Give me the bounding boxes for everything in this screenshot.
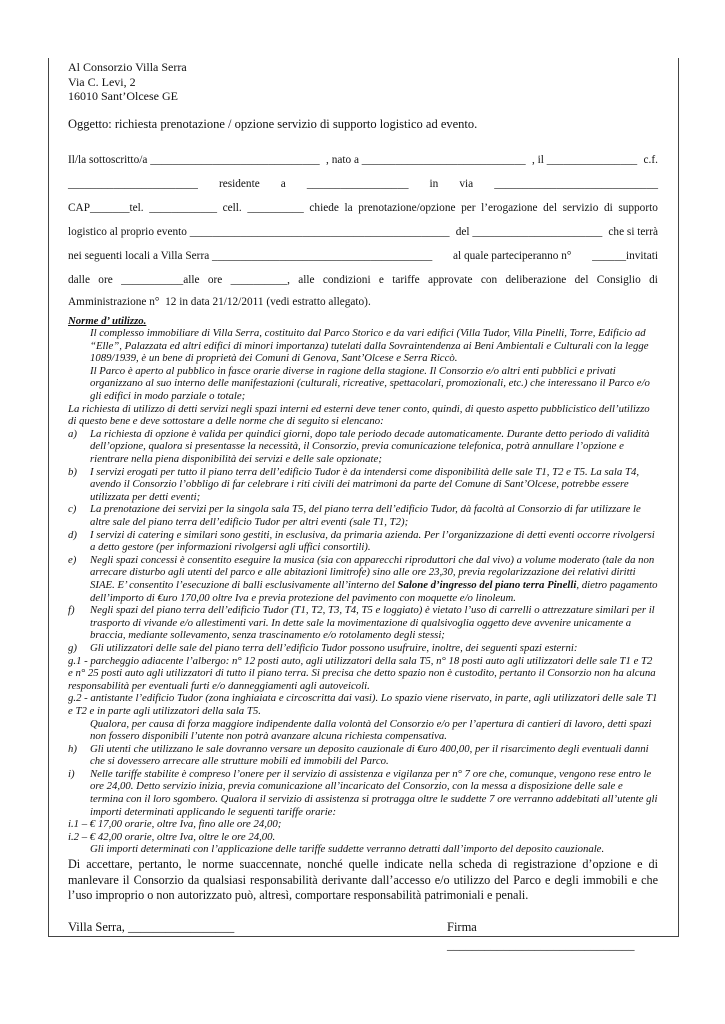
form-text: nei seguenti locali a Villa Serra _______________________________________ [68, 249, 433, 262]
rules-intro-1: Il complesso immobiliare di Villa Serra, costituito dal Parco Storico e da vari edifici (Villa Tudor, Villa Pinelli, Torre, Edificio ad “Elle”, Palazzata ed altri edifici di minori importanza) tutelati dalla Sovraintendenza ai Beni Ambientali e Culturali con la legge 1089/1939, è un bene di proprietà dei Comuni di Genova, Sant’Olcese e Serra Riccò. [90, 327, 649, 365]
form-line-residence[interactable] [68, 172, 658, 196]
form-text: al quale parteciperanno n° [453, 249, 572, 262]
rule-item [68, 642, 658, 655]
usage-rules [68, 315, 658, 857]
form-text: ____________ [149, 201, 218, 214]
rule-label: h) [68, 742, 77, 755]
form-text: Amministrazione n° 12 in data 21/12/2011 (vedi estratto allegato). [68, 295, 371, 308]
form-text: _____________________________ [494, 177, 658, 190]
form-line-event[interactable] [68, 220, 658, 244]
signature-block [68, 920, 658, 960]
rule-text: Nelle tariffe stabilite è compreso l’onere per il servizio di assistenza e vigilanza per n° 7 ore che, comunque, vengono rese entro le ore 24,00. Detto servizio inizia, previa comunicazione all’incaricato del Consorzio, con la messa a disposizione delle sale e termina con il loro sgombero. Qualora il servizio di assistenza si protragga oltre le suddette 7 ore verranno addebitati all’utente gli importi determinati applicando le seguenti tariffe orarie: [90, 767, 658, 818]
form-text: di [603, 201, 613, 214]
form-text: con [480, 273, 498, 286]
form-line-deliberation [68, 292, 658, 312]
rule-subitem: i.2 – € 42,00 orarie, oltre Iva, oltre le ore 24,00. [68, 830, 276, 843]
form-text: __________, [230, 273, 290, 286]
form-text: Consiglio [596, 273, 641, 286]
closing-paragraph: Di accettare, pertanto, le norme suaccennate, nonché quelle indicate nella scheda di registrazione d’opzione e di manlevare il Consorzio da qualsiasi responsabilità derivante dall’accesso e/o utilizzo del Parco e degli immobili e che l’uso improprio o non autorizzato può, altresì, comportare responsabilità patrimoniali e penali. [68, 857, 658, 903]
form-text: alle [298, 273, 315, 286]
rule-text: I servizi di catering e similari sono gestiti, in esclusiva, da primaria azienda. Per l’organizzazione di detti eventi occorre rivolgersi a detto gestore (per informazioni rivolgersi agli uffici consortili). [90, 528, 655, 554]
form-text: la [344, 201, 353, 214]
rule-note: Qualora, per causa di forza maggiore indipendente dalla volontà del Consorzio e/o per l’apertura di cantieri di lavoro, detti spazi non fossero disponibili l’utente non potrà avanzare alcuna richiesta compensativa. [90, 717, 652, 743]
signature-line[interactable]: ______________________________ [447, 937, 635, 952]
form-text: , nato a _____________________________ [326, 153, 526, 166]
rule-item [68, 768, 658, 818]
rule-item [68, 503, 658, 528]
rule-text: I servizi erogati per tutto il piano terra dell’edificio Tudor è da intendersi come disponibilità delle sale T1, T2 e T5. La sala T4, avendo il Consorzio l’obbligo di far celebrare i riti civili dei matrimoni da parte del Comune di Sant’Olcese, potrebbe essere utilizzata per detti eventi; [90, 465, 640, 503]
rule-text: La richiesta di opzione è valida per quindici giorni, dopo tale periodo decade automaticamente. Durante detto periodo di validità dell’opzione, qualora si presentasse la necessità, il Consorzio, previa comunicazione telefonica, potrà annullare l’opzione e rientrare nella piena disponibilità dei servizi e delle sale opzionate; [90, 427, 650, 466]
rule-label: d) [68, 528, 77, 541]
rules-intro-3: La richiesta di utilizzo di detti servizi negli spazi interni ed esterni deve tener conto, quindi, di questo aspetto pubblicistico dell’utilizzo di questo bene e deve sottostare a delle norme che di seguito si elencano: [68, 402, 650, 428]
rule-text-part: Negli spazi concessi è consentito eseguire la musica (sia con apparecchi riproduttori che dal vivo) a volume moderato (tale da non arrecare disturbo agli utenti del parco e alle abitazioni limitrofe) sino alle ore 23,30, previa regolarizzazione dei relativi diritti SIAE. E’ consentito l’esecuzione di balli esclusivamente all’interno del [90, 553, 655, 591]
rule-item [68, 428, 658, 466]
form-text: per [461, 201, 476, 214]
rule-label: g) [68, 641, 77, 654]
recipient-address [68, 60, 658, 104]
request-form [68, 148, 658, 312]
form-text: logistico al proprio evento ______________________________________________ [68, 225, 450, 238]
subject-line: Oggetto: richiesta prenotazione / opzione servizio di supporto logistico ad evento. [68, 116, 478, 131]
rules-intro-2: Il Parco è aperto al pubblico in fasce orarie diverse in ragione della stagione. Il Consorzio e/o altri enti pubblici e privati organizzano al suo interno delle manifestazioni (culturali, ricreative, spettacolari, promozionali, etc.) che interessano il Parco e/o gli edifici in modo parziale o totale; [90, 364, 650, 403]
form-text: servizio [562, 201, 599, 214]
place-date-field[interactable]: Villa Serra, _________________ [68, 919, 235, 934]
rule-subitem: g.2 - antistante l’edificio Tudor (zona inghiaiata e circoscritta dai vasi). Lo spazio viene riservato, in parte, agli utilizzatori delle sale T1 e T2 e in parte agli utilizzatori della sala T5. [68, 692, 658, 717]
rule-item [68, 529, 658, 554]
rule-text [90, 554, 658, 604]
form-text: l’erogazione [481, 201, 538, 214]
form-text: , il ________________ [532, 153, 638, 166]
form-text: via [459, 177, 474, 190]
form-text: __________________ [306, 177, 409, 190]
form-text: prenotazione/opzione [358, 201, 456, 214]
rule-label: a) [68, 427, 77, 440]
address-line: 16010 Sant’Olcese GE [68, 89, 178, 103]
rule-subitem: g.1 - parcheggio adiacente l’albergo: n° 12 posti auto, agli utilizzatori della sala T5, n° 18 posti auto agli utilizzatori delle sale T1 e T2 e n° 25 posti auto agli utilizzatori di tutto il piano terra. Si precisa che detto spazio non è custodito, pertanto il Consorzio non ha alcuna responsabilità per eventuali furti e/o danneggiamenti agli autoveicoli. [68, 654, 656, 692]
form-text: approvate [427, 273, 473, 286]
rule-subitem: i.1 – € 17,00 orarie, oltre Iva, fino alle ore 24,00; [68, 818, 282, 831]
rule-text-part: , dietro pagamento dell’importo di €uro 170,00 oltre Iva e previa protezione del pavimento con moquette e/o linoleum. [90, 578, 658, 604]
form-text: chiede [309, 201, 339, 214]
rule-text-bold: Salone d’ingresso del piano terra Pinelli [397, 578, 577, 591]
rule-text: Negli spazi del piano terra dell’edificio Tudor (T1, T2, T3, T4, T5 e loggiato) è vietato l’uso di carrelli o attrezzature similari per il trasporto di vivande e/o allestimenti vari. In dette sale la movimentazione di qualsivoglia oggetto deve avvenire unicamente a braccia, mediante sollevamento, senza trascinamento e/o rotolamento degli stessi; [90, 604, 655, 642]
form-text: ___________alle [121, 273, 200, 286]
rule-item [68, 466, 658, 504]
rule-note: Gli importi determinati con l’applicazione delle tariffe suddette verranno detratti dall’importo del deposito cauzionale. [90, 843, 605, 856]
form-text: ore [98, 273, 113, 286]
form-text: che si terrà [608, 225, 658, 238]
address-line: Al Consorzio Villa Serra [68, 60, 187, 74]
form-text: a [280, 177, 286, 190]
rule-label: i) [68, 767, 75, 780]
form-text: __________ [247, 201, 304, 214]
rule-label: c) [68, 503, 77, 516]
rule-text: La prenotazione dei servizi per la singola sala T5, del piano terra dell’edificio Tudor, dà facoltà al Consorzio di far utilizzare le altre sale del piano terra dell’edificio Tudor per altri eventi (sale T1, T2); [90, 503, 641, 528]
form-text: residente [218, 177, 260, 190]
rule-text: Gli utenti che utilizzano le sale dovranno versare un deposito cauzionale di €uro 400,00, per il risarcimento degli eventuali danni che si dovessero arrecare alle strutture mobili ed immobili del Parco. [90, 742, 649, 768]
rule-item [68, 743, 658, 768]
form-text: dalle [68, 273, 90, 286]
rule-item [68, 604, 658, 642]
form-text: _______________________ [68, 177, 198, 190]
rule-label: f) [68, 604, 75, 617]
form-line-applicant[interactable] [68, 148, 658, 172]
form-text: Il/la sottoscritto/a ______________________________ [68, 153, 320, 166]
form-line-contacts[interactable] [68, 196, 658, 220]
form-text: del _______________________ [455, 225, 603, 238]
letter [68, 58, 658, 960]
form-text: in [429, 177, 439, 190]
form-text: tariffe [392, 273, 420, 286]
form-line-venue[interactable] [68, 244, 658, 268]
rule-item [68, 554, 658, 604]
rule-label: e) [68, 553, 77, 566]
form-text: c.f. [643, 153, 658, 166]
signature-label: Firma [447, 919, 477, 934]
form-text: del [543, 201, 557, 214]
form-text: supporto [618, 201, 658, 214]
form-text: del [574, 273, 589, 286]
address-line: Via C. Levi, 2 [68, 74, 136, 89]
form-text: ______invitati [592, 249, 658, 262]
form-text: condizioni [322, 273, 371, 286]
rule-text: Gli utilizzatori delle sale del piano terra dell’edificio Tudor possono usufruire, inoltre, dei seguenti spazi esterni: [90, 641, 578, 654]
rule-label: b) [68, 465, 77, 478]
form-text: cell. [222, 201, 242, 214]
form-text: deliberazione [505, 273, 567, 286]
form-text: CAP_______tel. [68, 201, 144, 214]
form-text: di [649, 273, 658, 286]
form-line-time[interactable] [68, 268, 658, 292]
rules-title: Norme d’ utilizzo. [68, 314, 147, 327]
form-text: e [378, 273, 384, 286]
form-text: ore [207, 273, 223, 286]
